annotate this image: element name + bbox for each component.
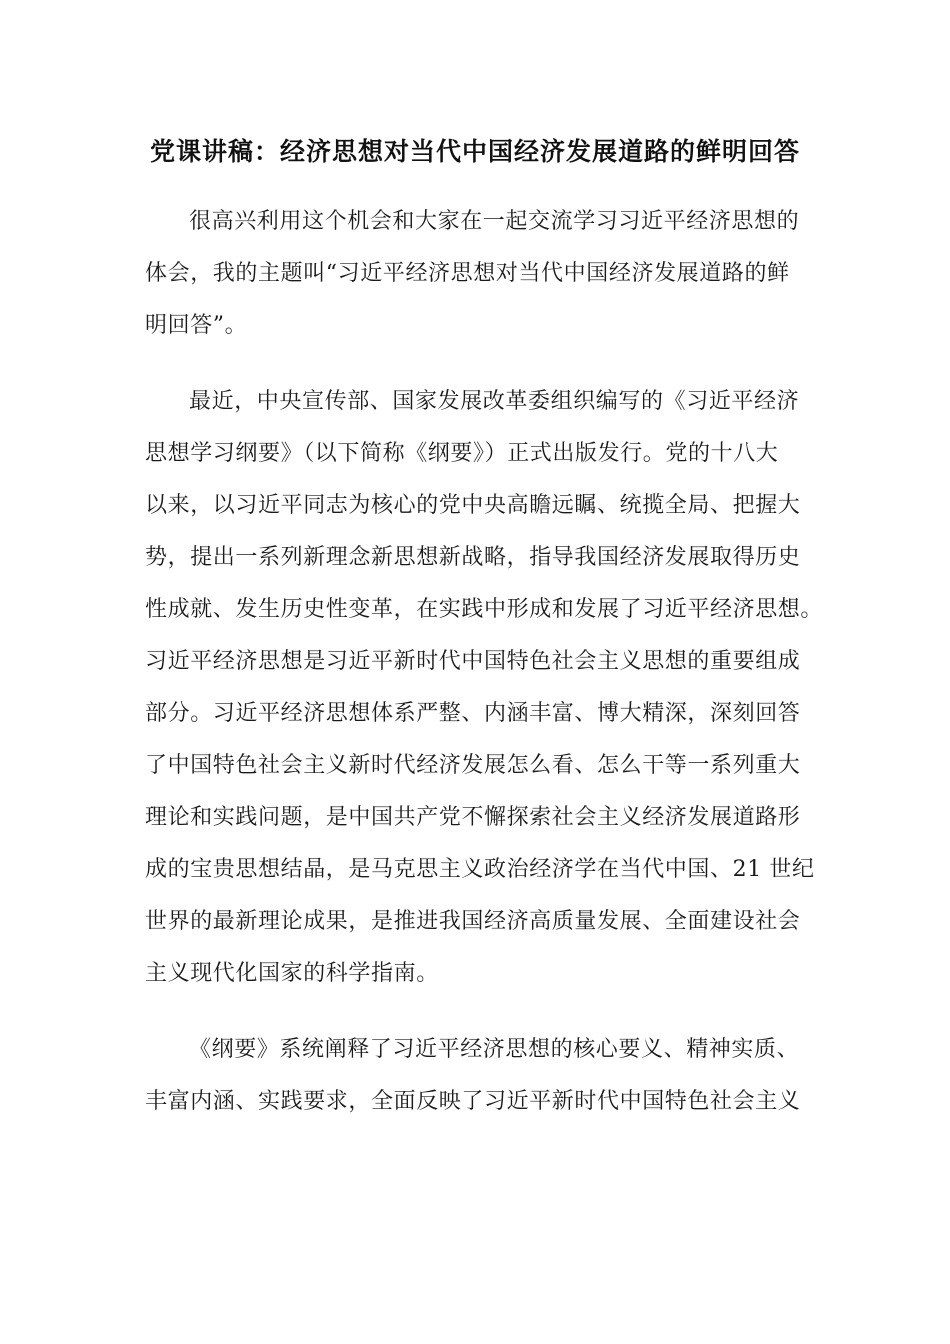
paragraph-3 [145,1028,805,1132]
text-line: 习近平经济思想是习近平新时代中国特色社会主义思想的重要组成 [145,649,801,674]
text-line: 以来，以习近平同志为核心的党中央高瞻远瞩、统揽全局、把握大 [145,493,801,518]
text-line: 明回答”。 [145,313,248,338]
text-line: 《纲要》系统阐释了习近平经济思想的核心要义、精神实质、 [189,1037,800,1062]
text-line: 最近，中央宣传部、国家发展改革委组织编写的《习近平经济 [189,389,800,414]
text-line: 部分。习近平经济思想体系严整、内涵丰富、博大精深，深刻回答 [145,701,801,726]
text-line: 体会，我的主题叫“习近平经济思想对当代中国经济发展道路的鲜 [145,261,790,286]
text-line: 成的宝贵思想结晶，是马克思主义政治经济学在当代中国、21 世纪 [145,857,815,882]
text-line: 思想学习纲要》（以下简称《纲要》）正式出版发行。党的十八大 [145,441,779,466]
document-title: 党课讲稿：经济思想对当代中国经济发展道路的鲜明回答 [149,137,800,166]
text-line: 了中国特色社会主义新时代经济发展怎么看、怎么干等一系列重大 [145,753,801,778]
paragraph-1 [145,200,805,356]
text-line: 势，提出一系列新理念新思想新战略，指导我国经济发展取得历史 [145,545,801,570]
text-line: 世界的最新理论成果，是推进我国经济高质量发展、全面建设社会 [145,909,801,934]
text-line: 主义现代化国家的科学指南。 [145,961,439,986]
text-line: 很高兴利用这个机会和大家在一起交流学习习近平经济思想的 [189,209,800,234]
document-body [145,200,824,1156]
text-line: 理论和实践问题，是中国共产党不懈探索社会主义经济发展道路形 [145,805,801,830]
text-line: 性成就、发生历史性变革，在实践中形成和发展了习近平经济思想。 [145,597,824,622]
text-line: 丰富内涵、实践要求，全面反映了习近平新时代中国特色社会主义 [145,1089,801,1114]
paragraph-2 [145,380,824,1004]
